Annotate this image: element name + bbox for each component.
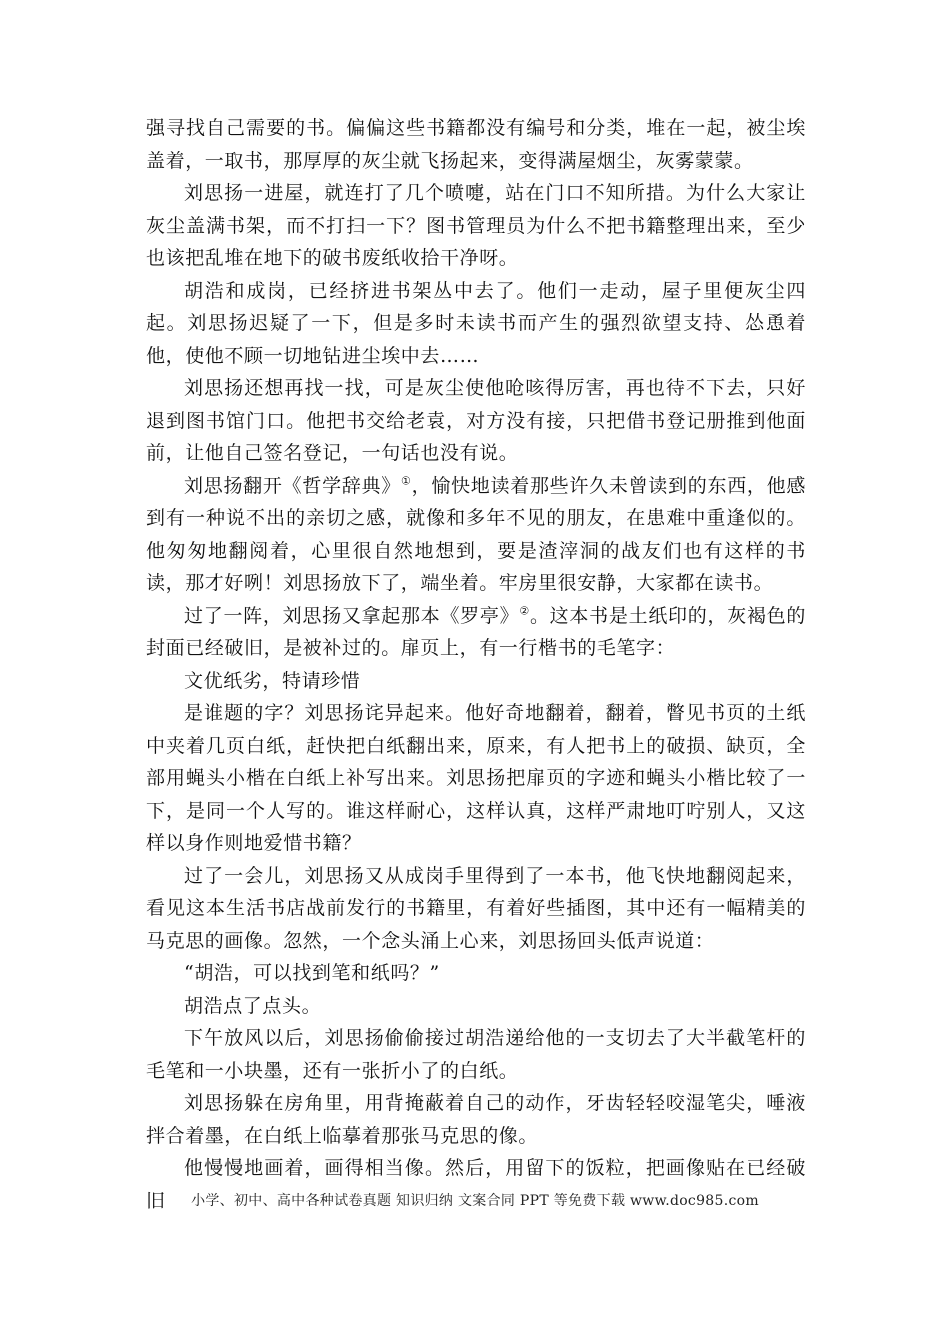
paragraph-14: 他慢慢地画着，画得相当像。然后，用留下的饭粒，把画像贴在已经破旧: [146, 1157, 806, 1212]
page-footer: 小学、初中、高中各种试卷真题 知识归纳 文案合同 PPT 等免费下载 www.doc985.com: [191, 1193, 759, 1209]
paragraph-12: 下午放风以后，刘思扬偷偷接过胡浩递给他的一支切去了大半截笔杆的毛笔和一小块墨，还有一张折小了的白纸。: [146, 1027, 806, 1082]
paragraph-2: 刘思扬一进屋，就连打了几个喷嚏，站在门口不知所措。为什么大家让灰尘盖满书架，而不打扫一下？图书管理员为什么不把书籍整理出来，至少也该把乱堆在地下的破书废纸收拾干净呀。: [146, 182, 806, 269]
paragraph-5-text-b: ，愉快地读着那些许久未曾读到的东西，他感到有一种说不出的亲切之感，就像和多年不见的朋友，在患难中重逢似的。他匆匆地翻阅着，心里很自然地想到，要是渣滓洞的战友们也有这样的书读，那才好咧！刘思扬放下了，端坐着。牢房里很安静，大家都在读书。: [146, 474, 806, 594]
footnote-marker-1: ①: [401, 474, 412, 488]
paragraph-3: 胡浩和成岗，已经挤进书架丛中去了。他们一走动，屋子里便灰尘四起。刘思扬迟疑了一下，但是多时未读书而产生的强烈欲望支持、怂恿着他，使他不顾一切地钻进尘埃中去……: [146, 279, 806, 367]
paragraph-5: [146, 470, 806, 600]
paragraph-6: [146, 600, 806, 665]
dialogue-line: “胡浩，可以找到笔和纸吗？”: [184, 962, 440, 984]
paragraph-5-text-a: 刘思扬翻开《哲学辞典》: [184, 474, 401, 497]
paragraph-4: 刘思扬还想再找一找，可是灰尘使他呛咳得厉害，再也待不下去，只好退到图书馆门口。他把书交给老袁，对方没有接，只把借书登记册推到他面前，让他自己签名登记，一句话也没有说。: [146, 377, 806, 464]
paragraph-8: 是谁题的字？刘思扬诧异起来。他好奇地翻着，翻着，瞥见书页的土纸中夹着几页白纸，赶快把白纸翻出来，原来，有人把书上的破损、缺页，全部用蝇头小楷在白纸上补写出来。刘思扬把扉页的字迹和蝇头小楷比较了一下，是同一个人写的。谁这样耐心，这样认真，这样严肃地叮咛别人，又这样以身作则地爱惜书籍？: [146, 702, 806, 854]
paragraph-6-text-a: 过了一阵，刘思扬又拿起那本《罗亭》: [184, 604, 520, 627]
document-body: [146, 112, 806, 1217]
paragraph-9: 过了一会儿，刘思扬又从成岗手里得到了一本书，他飞快地翻阅起来，看见这本生活书店战前发行的书籍里，有着好些插图，其中还有一幅精美的马克思的画像。忽然，一个念头涌上心来，刘思扬回头低声说道：: [146, 864, 806, 952]
paragraph-11: 胡浩点了点头。: [184, 994, 322, 1017]
paragraph-6-text-b: 。这本书是土纸印的，灰褐色的封面已经破旧，是被补过的。扉页上，有一行楷书的毛笔字：: [146, 604, 806, 659]
paragraph-13: 刘思扬躲在房角里，用背掩蔽着自己的动作，牙齿轻轻咬湿笔尖，唾液拌合着墨，在白纸上临摹着那张马克思的像。: [146, 1092, 806, 1147]
inscription-line: 文优纸劣，特请珍惜: [184, 669, 361, 692]
paragraph-1: 强寻找自己需要的书。偏偏这些书籍都没有编号和分类，堆在一起，被尘埃盖着，一取书，那厚厚的灰尘就飞扬起来，变得满屋烟尘，灰雾蒙蒙。: [146, 117, 806, 172]
footnote-marker-2: ②: [519, 604, 530, 618]
